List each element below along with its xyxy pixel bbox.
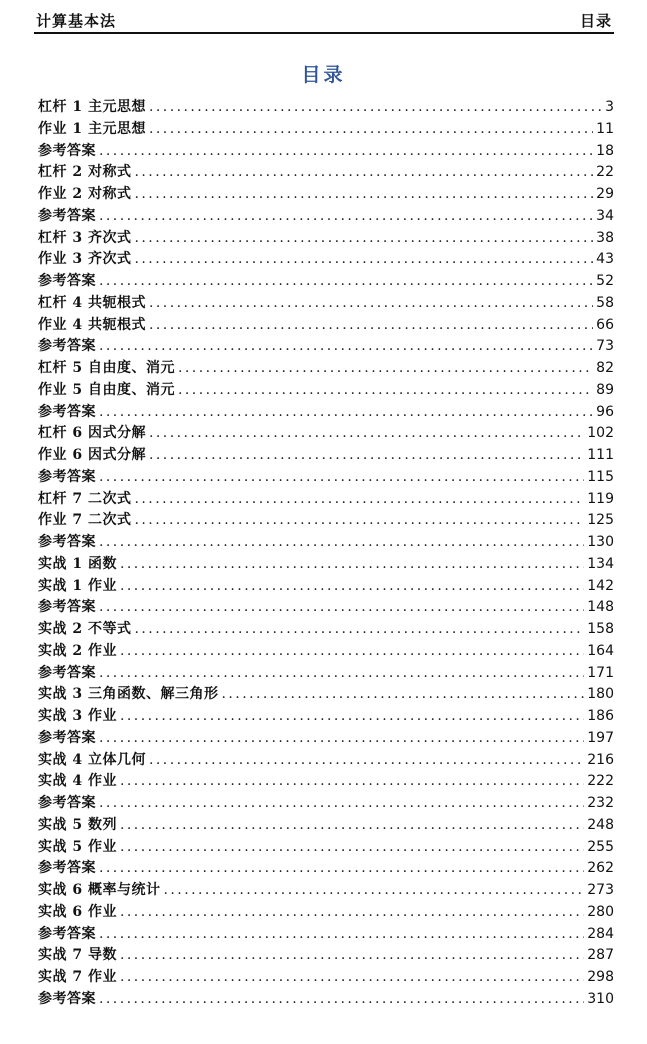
dot-leader	[164, 882, 585, 898]
toc-entry[interactable]	[38, 466, 614, 488]
dot-leader	[120, 947, 584, 963]
toc-entry-page-number: 38	[596, 229, 614, 246]
toc-entry-page-number: 58	[596, 294, 614, 311]
dot-leader	[149, 447, 584, 463]
toc-entry[interactable]	[38, 683, 614, 705]
dot-leader	[120, 578, 584, 594]
toc-entry[interactable]	[38, 923, 614, 945]
toc-entry[interactable]	[38, 401, 614, 423]
toc-entry-title: 杠杆 1 主元思想	[38, 99, 146, 115]
toc-entry-title: 参考答案	[38, 338, 96, 355]
toc-entry-title: 实战 5 作业	[38, 838, 117, 855]
dot-leader	[99, 730, 584, 746]
dot-leader	[120, 556, 584, 572]
dot-leader	[99, 991, 584, 1007]
toc-entry-title: 参考答案	[38, 729, 96, 746]
dot-leader	[99, 926, 584, 942]
toc-entry-title: 参考答案	[38, 990, 96, 1007]
toc-entry-page-number: 280	[587, 903, 614, 920]
toc-entry-title: 实战 6 概率与统计	[38, 882, 161, 898]
dot-leader	[99, 469, 584, 485]
toc-entry-page-number: 125	[587, 512, 614, 529]
toc-entry-page-number: 102	[587, 425, 614, 442]
toc-entry-title: 参考答案	[38, 142, 96, 159]
toc-entry-title: 实战 6 作业	[38, 903, 117, 920]
toc-entry-page-number: 232	[587, 795, 614, 811]
dot-leader	[149, 752, 584, 768]
dot-leader	[120, 773, 584, 789]
dot-leader	[135, 230, 594, 246]
dot-leader	[135, 164, 594, 180]
toc-entry[interactable]	[38, 901, 614, 923]
toc-entry-title: 作业 4 共轭根式	[38, 316, 146, 333]
toc-entry-page-number: 43	[596, 251, 614, 268]
toc-entry-page-number: 255	[587, 838, 614, 855]
toc-entry-title: 实战 3 三角函数、解三角形	[38, 686, 219, 703]
toc-entry-page-number: 134	[587, 555, 614, 572]
toc-entry[interactable]	[38, 640, 614, 662]
dot-leader	[135, 186, 594, 202]
dot-leader	[99, 534, 584, 550]
toc-entry-page-number: 115	[587, 468, 614, 485]
toc-entry[interactable]	[38, 118, 614, 140]
toc-entry-title: 参考答案	[38, 468, 96, 485]
toc-entry-page-number: 171	[587, 664, 614, 681]
toc-entry-page-number: 148	[587, 599, 614, 616]
dot-leader	[149, 425, 584, 441]
toc-entry-title: 实战 2 不等式	[38, 621, 132, 637]
toc-entry-title: 实战 4 立体几何	[38, 751, 146, 768]
dot-leader	[120, 904, 584, 920]
toc-entry-title: 作业 1 主元思想	[38, 120, 146, 137]
toc-entry[interactable]	[38, 335, 614, 357]
toc-entry-title: 实战 7 导数	[38, 947, 117, 964]
toc-entry-title: 参考答案	[38, 664, 96, 681]
toc-entry-page-number: 284	[587, 925, 614, 942]
dot-leader	[120, 643, 584, 659]
toc-entry-page-number: 180	[587, 686, 614, 703]
toc-entry-title: 作业 7 二次式	[38, 512, 132, 529]
toc-entry-page-number: 273	[587, 882, 614, 898]
toc-entry-title: 实战 7 作业	[38, 969, 117, 985]
page-header	[34, 8, 614, 34]
toc-entry-page-number: 119	[587, 490, 614, 507]
dot-leader	[99, 338, 593, 354]
toc-list	[38, 96, 614, 1010]
toc-entry[interactable]	[38, 575, 614, 597]
toc-entry[interactable]	[38, 966, 614, 988]
toc-entry-page-number: 186	[587, 708, 614, 724]
toc-entry-page-number: 164	[587, 642, 614, 659]
dot-leader	[99, 404, 593, 420]
dot-leader	[149, 121, 593, 137]
dot-leader	[99, 665, 584, 681]
toc-entry[interactable]	[38, 770, 614, 792]
toc-entry-title: 参考答案	[38, 599, 96, 616]
dot-leader	[149, 295, 593, 311]
dot-leader	[178, 360, 593, 376]
dot-leader	[99, 860, 584, 876]
dot-leader	[120, 969, 584, 985]
dot-leader	[99, 143, 593, 159]
toc-entry[interactable]	[38, 161, 614, 183]
toc-title: 目录	[301, 64, 346, 86]
toc-entry-title: 参考答案	[38, 534, 96, 550]
toc-entry[interactable]	[38, 422, 614, 444]
toc-entry-title: 参考答案	[38, 403, 96, 420]
toc-entry-title: 作业 5 自由度、消元	[38, 381, 175, 398]
toc-entry[interactable]	[38, 444, 614, 466]
dot-leader	[99, 273, 593, 289]
toc-entry-page-number: 216	[587, 751, 614, 768]
toc-entry-page-number: 82	[596, 360, 614, 376]
toc-entry[interactable]	[38, 705, 614, 727]
toc-entry-title: 实战 3 作业	[38, 708, 117, 724]
toc-entry-page-number: 298	[587, 969, 614, 985]
toc-entry-title: 杠杆 3 齐次式	[38, 229, 132, 246]
toc-entry-title: 杠杆 7 二次式	[38, 490, 132, 507]
toc-entry[interactable]	[38, 270, 614, 292]
dot-leader	[99, 208, 593, 224]
toc-entry[interactable]	[38, 227, 614, 249]
toc-entry[interactable]	[38, 379, 614, 401]
toc-entry-page-number: 73	[596, 338, 614, 355]
toc-entry-title: 参考答案	[38, 207, 96, 224]
toc-entry-page-number: 22	[596, 164, 614, 181]
toc-entry[interactable]	[38, 879, 614, 901]
dot-leader	[135, 512, 585, 528]
dot-leader	[178, 382, 593, 398]
toc-entry-page-number: 142	[587, 577, 614, 594]
toc-entry-title: 实战 1 函数	[38, 555, 117, 572]
toc-entry-title: 杠杆 6 因式分解	[38, 425, 146, 442]
toc-entry-title: 参考答案	[38, 925, 96, 942]
toc-entry-title: 实战 5 数列	[38, 816, 117, 833]
toc-entry[interactable]	[38, 140, 614, 162]
toc-entry[interactable]	[38, 205, 614, 227]
toc-entry[interactable]	[38, 792, 614, 814]
toc-entry-page-number: 66	[596, 316, 614, 333]
toc-entry-page-number: 287	[587, 947, 614, 964]
dot-leader	[149, 99, 601, 115]
toc-entry[interactable]	[38, 836, 614, 858]
toc-entry-page-number: 52	[596, 273, 614, 289]
toc-entry-title: 实战 4 作业	[38, 773, 117, 790]
toc-entry-page-number: 89	[596, 381, 614, 398]
toc-entry-page-number: 130	[587, 534, 614, 550]
toc-entry-page-number: 18	[596, 142, 614, 159]
dot-leader	[135, 621, 585, 637]
toc-entry-page-number: 3	[605, 99, 614, 115]
toc-entry-title: 作业 3 齐次式	[38, 251, 132, 268]
toc-entry-title: 杠杆 5 自由度、消元	[38, 360, 175, 376]
dot-leader	[135, 491, 585, 507]
toc-entry[interactable]	[38, 596, 614, 618]
dot-leader	[120, 708, 584, 724]
toc-entry[interactable]	[38, 944, 614, 966]
toc-entry-title: 参考答案	[38, 795, 96, 811]
toc-entry-page-number: 248	[587, 816, 614, 833]
toc-entry-page-number: 310	[587, 990, 614, 1007]
toc-entry[interactable]	[38, 814, 614, 836]
toc-entry[interactable]	[38, 509, 614, 531]
dot-leader	[222, 686, 585, 702]
toc-entry[interactable]	[38, 248, 614, 270]
toc-entry[interactable]	[38, 857, 614, 879]
toc-entry[interactable]	[38, 988, 614, 1010]
toc-entry[interactable]	[38, 553, 614, 575]
toc-entry[interactable]	[38, 618, 614, 640]
toc-entry[interactable]	[38, 531, 614, 553]
dot-leader	[99, 795, 584, 811]
toc-entry-page-number: 34	[596, 207, 614, 224]
dot-leader	[135, 251, 594, 267]
toc-entry-page-number: 262	[587, 860, 614, 877]
toc-entry[interactable]	[38, 292, 614, 314]
dot-leader	[149, 317, 593, 333]
toc-entry-page-number: 197	[587, 729, 614, 746]
toc-entry-title: 杠杆 2 对称式	[38, 164, 132, 181]
toc-entry[interactable]	[38, 96, 614, 118]
dot-leader	[120, 839, 584, 855]
toc-entry[interactable]	[38, 357, 614, 379]
toc-entry-page-number: 158	[587, 621, 614, 637]
toc-entry-title: 作业 2 对称式	[38, 186, 132, 202]
book-title: 计算基本法	[36, 12, 117, 30]
toc-entry-page-number: 29	[596, 186, 614, 202]
dot-leader	[120, 817, 584, 833]
toc-entry-title: 参考答案	[38, 273, 96, 289]
toc-entry-page-number: 222	[587, 773, 614, 790]
toc-entry[interactable]	[38, 314, 614, 336]
toc-entry[interactable]	[38, 749, 614, 771]
toc-entry-page-number: 11	[596, 120, 614, 137]
toc-entry-title: 杠杆 4 共轭根式	[38, 294, 146, 311]
toc-entry-title: 作业 6 因式分解	[38, 447, 146, 463]
toc-entry[interactable]	[38, 662, 614, 684]
toc-entry[interactable]	[38, 183, 614, 205]
dot-leader	[99, 599, 584, 615]
toc-entry[interactable]	[38, 488, 614, 510]
toc-entry-page-number: 96	[596, 403, 614, 420]
toc-entry-title: 参考答案	[38, 860, 96, 877]
toc-entry-title: 实战 1 作业	[38, 577, 117, 594]
toc-entry[interactable]	[38, 727, 614, 749]
toc-entry-title: 实战 2 作业	[38, 642, 117, 659]
toc-entry-page-number: 111	[587, 447, 614, 463]
section-label: 目录	[579, 12, 612, 30]
